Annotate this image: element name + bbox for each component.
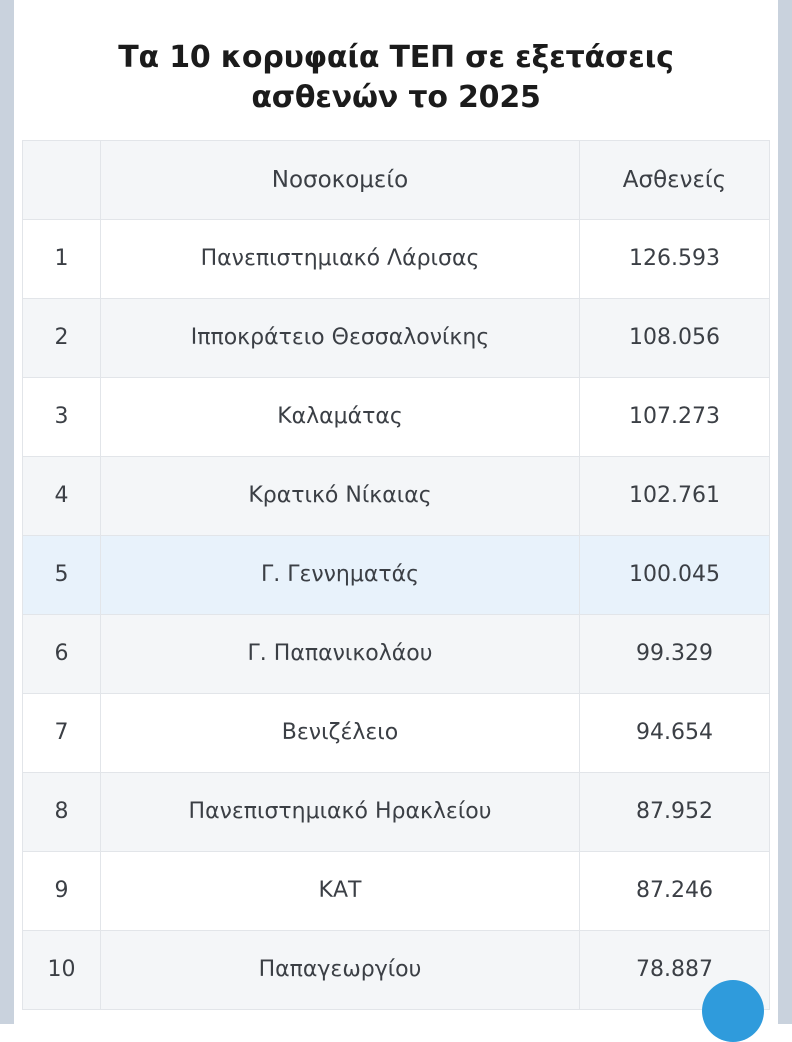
cell-hospital: Κρατικό Νίκαιας bbox=[101, 456, 580, 535]
cell-rank: 10 bbox=[23, 930, 101, 1009]
table-row bbox=[23, 851, 770, 930]
cell-rank: 7 bbox=[23, 693, 101, 772]
column-header-hospital: Νοσοκομείο bbox=[101, 140, 580, 219]
cell-hospital: Γ. Γεννηματάς bbox=[101, 535, 580, 614]
cell-hospital: Γ. Παπανικολάου bbox=[101, 614, 580, 693]
table-header-row bbox=[23, 140, 770, 219]
cell-patients: 87.952 bbox=[580, 772, 770, 851]
page-title: Τα 10 κορυφαία ΤΕΠ σε εξετάσεις ασθενών το 2025 bbox=[118, 40, 674, 115]
cell-patients: 102.761 bbox=[580, 456, 770, 535]
cell-patients: 107.273 bbox=[580, 377, 770, 456]
table-row bbox=[23, 298, 770, 377]
cell-patients: 78.887 bbox=[580, 930, 770, 1009]
cell-hospital: Παπαγεωργίου bbox=[101, 930, 580, 1009]
cell-hospital: Πανεπιστημιακό Ηρακλείου bbox=[101, 772, 580, 851]
column-header-patients: Ασθενείς bbox=[580, 140, 770, 219]
cell-patients: 100.045 bbox=[580, 535, 770, 614]
cell-hospital: Ιπποκράτειο Θεσσαλονίκης bbox=[101, 298, 580, 377]
decorative-bubble bbox=[702, 980, 764, 1042]
cell-rank: 3 bbox=[23, 377, 101, 456]
table-row bbox=[23, 772, 770, 851]
cell-rank: 4 bbox=[23, 456, 101, 535]
cell-hospital: Πανεπιστημιακό Λάρισας bbox=[101, 219, 580, 298]
table-header bbox=[23, 140, 770, 219]
cell-hospital: ΚΑΤ bbox=[101, 851, 580, 930]
cell-rank: 9 bbox=[23, 851, 101, 930]
top-hospitals-table bbox=[22, 140, 770, 1010]
cell-rank: 1 bbox=[23, 219, 101, 298]
cell-rank: 2 bbox=[23, 298, 101, 377]
table-row bbox=[23, 930, 770, 1009]
cell-hospital: Βενιζέλειο bbox=[101, 693, 580, 772]
column-header-rank bbox=[23, 140, 101, 219]
table-body bbox=[23, 219, 770, 1009]
cell-rank: 5 bbox=[23, 535, 101, 614]
table-row bbox=[23, 614, 770, 693]
cell-patients: 99.329 bbox=[580, 614, 770, 693]
cell-patients: 94.654 bbox=[580, 693, 770, 772]
table-row bbox=[23, 535, 770, 614]
table-row bbox=[23, 693, 770, 772]
cell-patients: 126.593 bbox=[580, 219, 770, 298]
cell-rank: 8 bbox=[23, 772, 101, 851]
cell-patients: 108.056 bbox=[580, 298, 770, 377]
cell-rank: 6 bbox=[23, 614, 101, 693]
table-row bbox=[23, 219, 770, 298]
table-row bbox=[23, 377, 770, 456]
cell-hospital: Καλαμάτας bbox=[101, 377, 580, 456]
table-row bbox=[23, 456, 770, 535]
cell-patients: 87.246 bbox=[580, 851, 770, 930]
